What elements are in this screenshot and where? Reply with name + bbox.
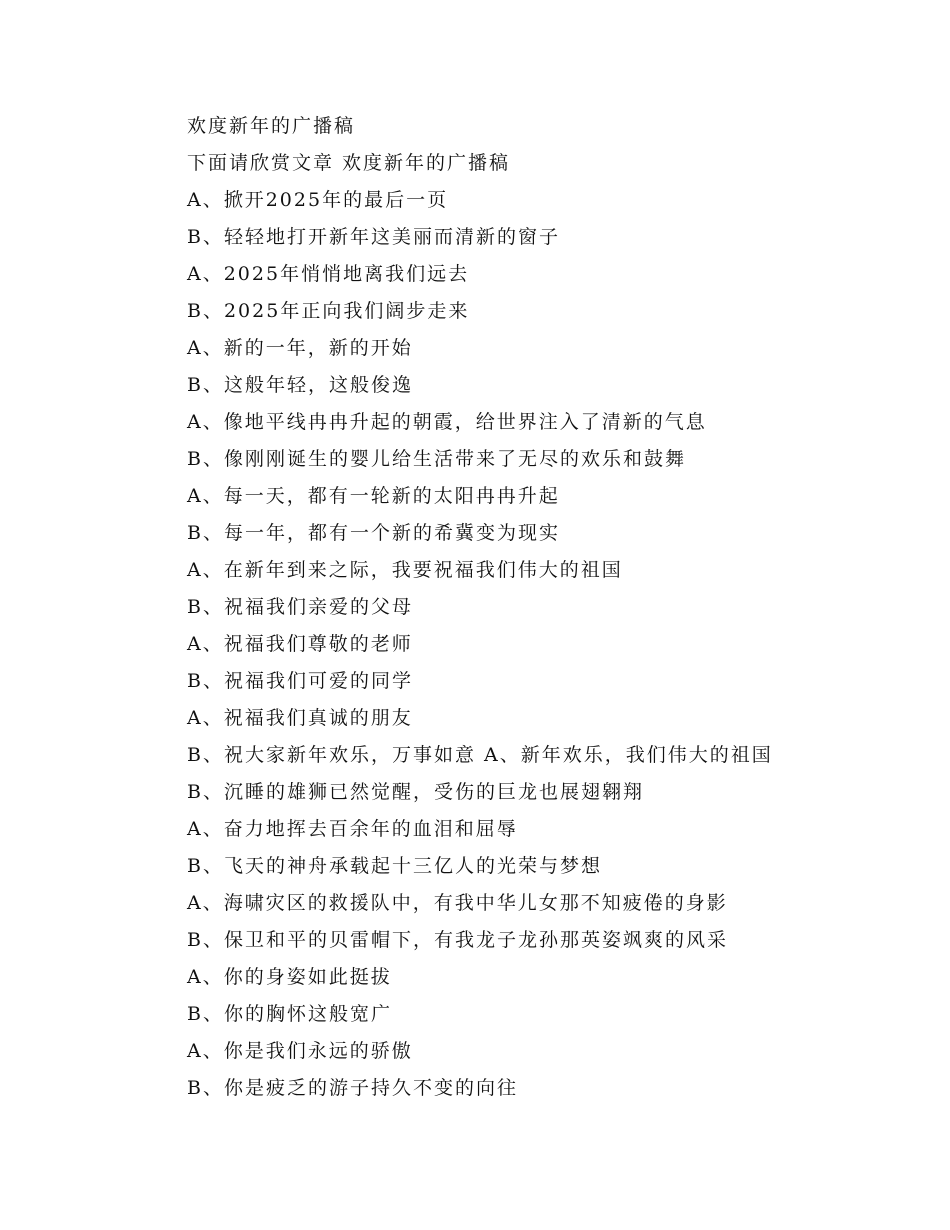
script-line: A、每一天，都有一轮新的太阳冉冉升起	[187, 485, 560, 507]
script-line: B、每一年，都有一个新的希冀变为现实	[187, 522, 560, 544]
script-line: B、保卫和平的贝雷帽下，有我龙子龙孙那英姿飒爽的风采	[187, 929, 728, 951]
script-line: A、新的一年，新的开始	[187, 337, 413, 359]
script-line: B、轻轻地打开新年这美丽而清新的窗子	[187, 226, 560, 248]
script-line: B、像刚刚诞生的婴儿给生活带来了无尽的欢乐和鼓舞	[187, 448, 686, 470]
script-line: A、2025年悄悄地离我们远去	[187, 263, 470, 285]
script-line: A、祝福我们真诚的朋友	[187, 707, 413, 729]
script-line: A、海啸灾区的救援队中，有我中华儿女那不知疲倦的身影	[187, 892, 728, 914]
script-line: B、飞天的神舟承载起十三亿人的光荣与梦想	[187, 855, 602, 877]
script-line: B、沉睡的雄狮已然觉醒，受伤的巨龙也展翅翱翔	[187, 781, 644, 803]
script-line: B、祝大家新年欢乐，万事如意 A、新年欢乐，我们伟大的祖国	[187, 744, 773, 766]
script-line: B、祝福我们可爱的同学	[187, 670, 413, 692]
script-line: A、你是我们永远的骄傲	[187, 1040, 413, 1062]
script-line: B、你是疲乏的游子持久不变的向往	[187, 1077, 518, 1099]
document-intro: 下面请欣赏文章 欢度新年的广播稿	[187, 152, 511, 174]
script-line: B、祝福我们亲爱的父母	[187, 596, 413, 618]
script-line: A、在新年到来之际，我要祝福我们伟大的祖国	[187, 559, 623, 581]
script-line: B、这般年轻，这般俊逸	[187, 374, 413, 396]
script-line: A、奋力地挥去百余年的血泪和屈辱	[187, 818, 518, 840]
script-line: A、像地平线冉冉升起的朝霞，给世界注入了清新的气息	[187, 411, 707, 433]
script-line: A、祝福我们尊敬的老师	[187, 633, 413, 655]
script-line: A、掀开2025年的最后一页	[187, 189, 449, 211]
script-line: A、你的身姿如此挺拔	[187, 966, 392, 988]
document-title: 欢度新年的广播稿	[187, 115, 356, 137]
script-line: B、你的胸怀这般宽广	[187, 1003, 392, 1025]
script-line: B、2025年正向我们阔步走来	[187, 300, 470, 322]
document-body	[187, 108, 887, 1107]
